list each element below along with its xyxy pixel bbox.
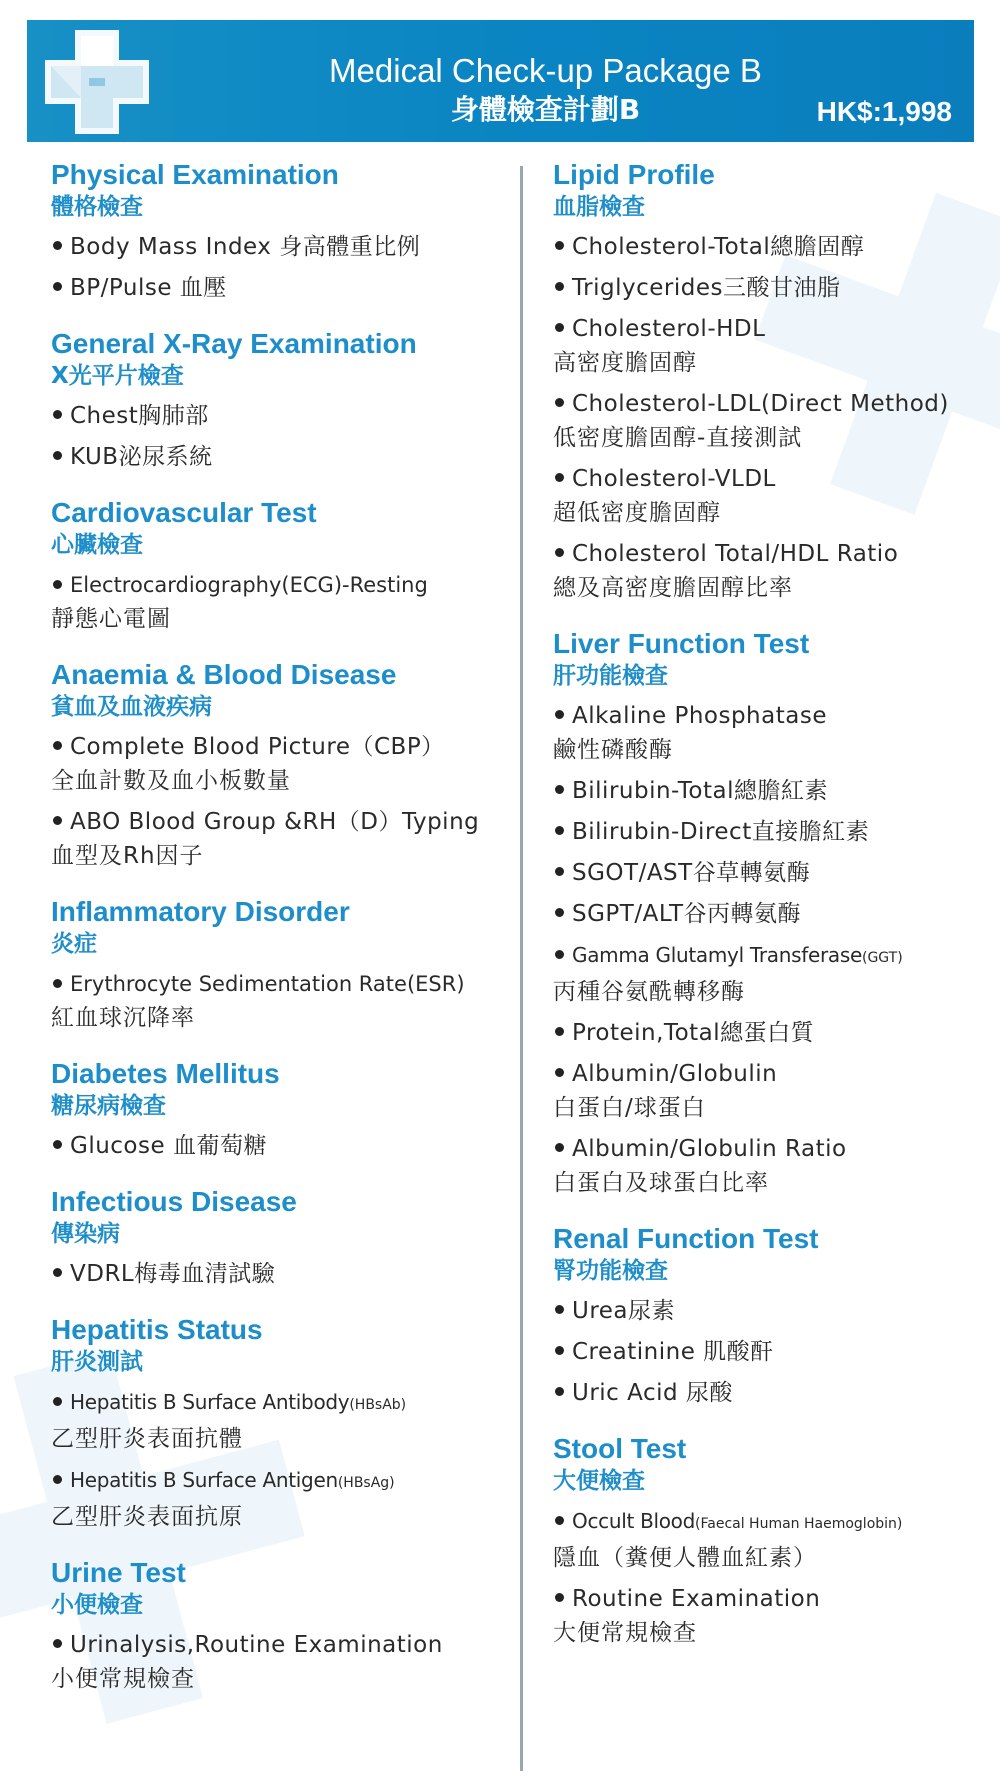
item-text-zh: 低密度膽固醇-直接測試 — [553, 425, 803, 451]
item-text-zh: 白蛋白及球蛋白比率 — [553, 1170, 769, 1196]
bullet-icon — [555, 323, 564, 332]
item-text-zh: 大便常規檢查 — [553, 1620, 697, 1646]
item-line — [553, 774, 983, 808]
item-note: (HBsAg) — [337, 1475, 395, 1491]
item-line — [553, 462, 983, 496]
section-title: Stool Test — [553, 1433, 687, 1464]
section-hepatitis-status — [51, 1313, 501, 1534]
section-liver-function-test — [553, 627, 983, 1200]
section-renal-function-test — [553, 1222, 983, 1410]
section-urine-test — [51, 1556, 501, 1696]
bullet-icon — [53, 410, 62, 419]
bullet-icon — [555, 282, 564, 291]
item-line — [51, 271, 501, 305]
bullet-icon — [53, 979, 62, 988]
section-anaemia-blood-disease — [51, 658, 501, 873]
bullet-icon — [555, 1593, 564, 1602]
list-item — [51, 230, 501, 264]
item-text-zh: 高密度膽固醇 — [553, 350, 697, 376]
list-item — [553, 271, 983, 305]
item-text-zh: 乙型肝炎表面抗體 — [51, 1426, 243, 1452]
list-item — [51, 1628, 501, 1696]
list-item — [553, 462, 983, 530]
list-item — [51, 1385, 501, 1456]
item-text-zh: 全血計數及血小板數量 — [51, 768, 291, 794]
bullet-icon — [53, 282, 62, 291]
item-line — [51, 1385, 501, 1422]
item-line — [51, 230, 501, 264]
bullet-icon — [53, 1268, 62, 1277]
list-item — [553, 312, 983, 380]
item-line — [553, 1016, 983, 1050]
bullet-icon — [555, 548, 564, 557]
item-line — [553, 1504, 983, 1541]
section-title: Diabetes Mellitus — [51, 1058, 280, 1089]
bullet-icon — [555, 1305, 564, 1314]
list-item — [51, 568, 501, 636]
item-line — [51, 1463, 501, 1500]
list-item — [51, 1463, 501, 1534]
bullet-icon — [555, 1346, 564, 1355]
section-title: Physical Examination — [51, 159, 339, 190]
list-item — [553, 938, 983, 1009]
item-line — [553, 312, 983, 346]
item-line — [553, 699, 983, 733]
section-stool-test — [553, 1432, 983, 1650]
list-item — [553, 1376, 983, 1410]
item-text-zh: 血型及Rh因子 — [51, 843, 204, 869]
section-title-zh: 血脂檢查 — [553, 194, 645, 220]
list-item — [553, 774, 983, 808]
section-cardiovascular-test — [51, 496, 501, 636]
item-text-zh: 鹼性磷酸酶 — [553, 737, 673, 763]
section-inflammatory-disorder — [51, 895, 501, 1035]
item-text-zh: 超低密度膽固醇 — [553, 500, 721, 526]
section-title-zh: 肝炎測試 — [51, 1349, 143, 1375]
bullet-icon — [555, 1387, 564, 1396]
item-text: Erythrocyte Sedimentation Rate(ESR) — [70, 972, 465, 996]
item-line — [51, 440, 501, 474]
list-item — [553, 1335, 983, 1369]
item-text-zh: 靜態心電圖 — [51, 606, 171, 632]
bullet-icon — [555, 1068, 564, 1077]
item-line — [553, 856, 983, 890]
bullet-icon — [555, 826, 564, 835]
bullet-icon — [53, 1639, 62, 1648]
list-item — [51, 271, 501, 305]
item-text: VDRL梅毒血清試驗 — [70, 1261, 276, 1287]
list-item — [553, 1504, 983, 1575]
item-text: Uric Acid 尿酸 — [572, 1380, 733, 1406]
item-text: Bilirubin-Total總膽紅素 — [572, 778, 828, 804]
section-title: General X-Ray Examination — [51, 328, 417, 359]
list-item — [553, 856, 983, 890]
bullet-icon — [555, 1027, 564, 1036]
section-title: Infectious Disease — [51, 1186, 297, 1217]
list-item — [51, 440, 501, 474]
item-line — [51, 1628, 501, 1662]
item-text: Cholesterol-HDL — [572, 316, 766, 342]
list-item — [553, 1582, 983, 1650]
section-lipid-profile — [553, 158, 983, 605]
list-item — [553, 1016, 983, 1050]
item-note: (Faecal Human Haemoglobin) — [695, 1516, 903, 1532]
item-text: Alkaline Phosphatase — [572, 703, 827, 729]
item-text: ABO Blood Group &RH（D）Typing — [70, 809, 480, 835]
list-item — [51, 967, 501, 1035]
bullet-icon — [555, 241, 564, 250]
item-text-zh: 小便常規檢查 — [51, 1666, 195, 1692]
section-title-zh: 炎症 — [51, 931, 97, 957]
item-text: Gamma Glutamyl Transferase — [572, 943, 862, 967]
package-price: HK$:1,998 — [816, 96, 952, 127]
list-item — [553, 699, 983, 767]
item-text-zh: 白蛋白/球蛋白 — [553, 1095, 706, 1121]
item-text: Albumin/Globulin — [572, 1061, 778, 1087]
item-text: Hepatitis B Surface Antibody — [70, 1390, 350, 1414]
item-line — [553, 815, 983, 849]
section-title-zh: 糖尿病檢查 — [51, 1093, 166, 1119]
item-text: Electrocardiography(ECG)-Resting — [70, 573, 428, 597]
section-title-zh: 心臟檢查 — [51, 532, 143, 558]
section-diabetes-mellitus — [51, 1057, 501, 1163]
item-text: Body Mass Index 身高體重比例 — [70, 234, 421, 260]
header-banner — [27, 20, 974, 142]
list-item — [553, 1057, 983, 1125]
bullet-icon — [555, 908, 564, 917]
item-text-zh: 隱血（糞便人體血紅素） — [553, 1545, 817, 1571]
item-line — [553, 1294, 983, 1328]
bullet-icon — [555, 785, 564, 794]
section-title-zh: X光平片檢查 — [51, 363, 184, 389]
bullet-icon — [555, 710, 564, 719]
right-column — [553, 158, 983, 1672]
item-line — [553, 537, 983, 571]
section-title: Urine Test — [51, 1557, 186, 1588]
list-item — [51, 1257, 501, 1291]
item-line — [553, 897, 983, 931]
list-item — [553, 537, 983, 605]
item-text: Chest胸肺部 — [70, 403, 209, 429]
list-item — [51, 730, 501, 798]
section-title-zh: 腎功能檢查 — [553, 1258, 668, 1284]
section-title: Cardiovascular Test — [51, 497, 317, 528]
list-item — [553, 1294, 983, 1328]
section-title: Anaemia & Blood Disease — [51, 659, 397, 690]
item-text: Urinalysis,Routine Examination — [70, 1632, 443, 1658]
bullet-icon — [53, 241, 62, 250]
item-line — [553, 387, 983, 421]
item-text: Triglycerides三酸甘油脂 — [572, 275, 841, 301]
item-note: (GGT) — [862, 950, 903, 966]
section-infectious-disease — [51, 1185, 501, 1291]
item-line — [553, 1132, 983, 1166]
item-line — [51, 399, 501, 433]
item-line — [553, 1376, 983, 1410]
section-title-zh: 大便檢查 — [553, 1468, 645, 1494]
item-text: Glucose 血葡萄糖 — [70, 1133, 267, 1159]
item-text: Routine Examination — [572, 1586, 821, 1612]
section-title-zh: 小便檢查 — [51, 1592, 143, 1618]
item-text: Cholesterol-LDL(Direct Method) — [572, 391, 949, 417]
item-note: (HBsAb) — [349, 1397, 407, 1413]
column-divider — [520, 166, 523, 1771]
item-line — [51, 1129, 501, 1163]
item-text-zh: 總及高密度膽固醇比率 — [553, 575, 793, 601]
section-title: Renal Function Test — [553, 1223, 819, 1254]
item-text: Creatinine 肌酸酐 — [572, 1339, 774, 1365]
list-item — [51, 1129, 501, 1163]
bullet-icon — [53, 741, 62, 750]
list-item — [553, 230, 983, 264]
item-text: KUB泌尿系統 — [70, 444, 213, 470]
bullet-icon — [53, 580, 62, 589]
section-title: Lipid Profile — [553, 159, 715, 190]
item-text: Cholesterol-Total總膽固醇 — [572, 234, 865, 260]
bullet-icon — [555, 1516, 564, 1525]
bullet-icon — [53, 816, 62, 825]
bullet-icon — [555, 1143, 564, 1152]
section-title-zh: 傳染病 — [51, 1221, 120, 1247]
section-general-x-ray-examination — [51, 327, 501, 474]
list-item — [51, 805, 501, 873]
bullet-icon — [53, 1397, 62, 1406]
item-text: Albumin/Globulin Ratio — [572, 1136, 847, 1162]
bullet-icon — [555, 867, 564, 876]
item-text: Hepatitis B Surface Antigen — [70, 1468, 338, 1492]
item-line — [553, 1582, 983, 1616]
item-line — [51, 805, 501, 839]
list-item — [553, 897, 983, 931]
item-line — [553, 271, 983, 305]
list-item — [553, 815, 983, 849]
section-title-zh: 肝功能檢查 — [553, 663, 668, 689]
item-line — [51, 730, 501, 764]
page-title-zh: 身體檢查計劃B — [450, 93, 641, 126]
item-line — [51, 568, 501, 602]
bullet-icon — [53, 451, 62, 460]
list-item — [51, 399, 501, 433]
item-text: SGPT/ALT谷丙轉氨酶 — [572, 901, 802, 927]
item-text: Bilirubin-Direct直接膽紅素 — [572, 819, 870, 845]
bullet-icon — [53, 1475, 62, 1484]
section-title-zh: 貧血及血液疾病 — [51, 694, 212, 720]
section-title: Hepatitis Status — [51, 1314, 263, 1345]
section-physical-examination — [51, 158, 501, 305]
section-title: Inflammatory Disorder — [51, 896, 350, 927]
item-text: Complete Blood Picture（CBP） — [70, 734, 445, 760]
item-line — [51, 967, 501, 1001]
list-item — [553, 387, 983, 455]
page-title: Medical Check-up Package B — [329, 52, 762, 89]
item-text: Cholesterol-VLDL — [572, 466, 776, 492]
section-title-zh: 體格檢查 — [51, 194, 143, 220]
item-line — [553, 1335, 983, 1369]
item-text: BP/Pulse 血壓 — [70, 275, 227, 301]
item-text: Occult Blood — [572, 1509, 696, 1533]
item-line — [553, 1057, 983, 1091]
item-text: Urea尿素 — [572, 1298, 676, 1324]
bullet-icon — [53, 1140, 62, 1149]
item-line — [51, 1257, 501, 1291]
item-line — [553, 938, 983, 975]
section-title: Liver Function Test — [553, 628, 810, 659]
item-text-zh: 丙種谷氨酰轉移酶 — [553, 979, 745, 1005]
item-text: Protein,Total總蛋白質 — [572, 1020, 815, 1046]
item-text-zh: 乙型肝炎表面抗原 — [51, 1504, 243, 1530]
bullet-icon — [555, 398, 564, 407]
list-item — [553, 1132, 983, 1200]
left-column — [51, 158, 501, 1718]
bullet-icon — [555, 473, 564, 482]
item-text-zh: 紅血球沉降率 — [51, 1005, 195, 1031]
item-text: Cholesterol Total/HDL Ratio — [572, 541, 899, 567]
item-line — [553, 230, 983, 264]
bullet-icon — [555, 950, 564, 959]
item-text: SGOT/AST谷草轉氨酶 — [572, 860, 811, 886]
